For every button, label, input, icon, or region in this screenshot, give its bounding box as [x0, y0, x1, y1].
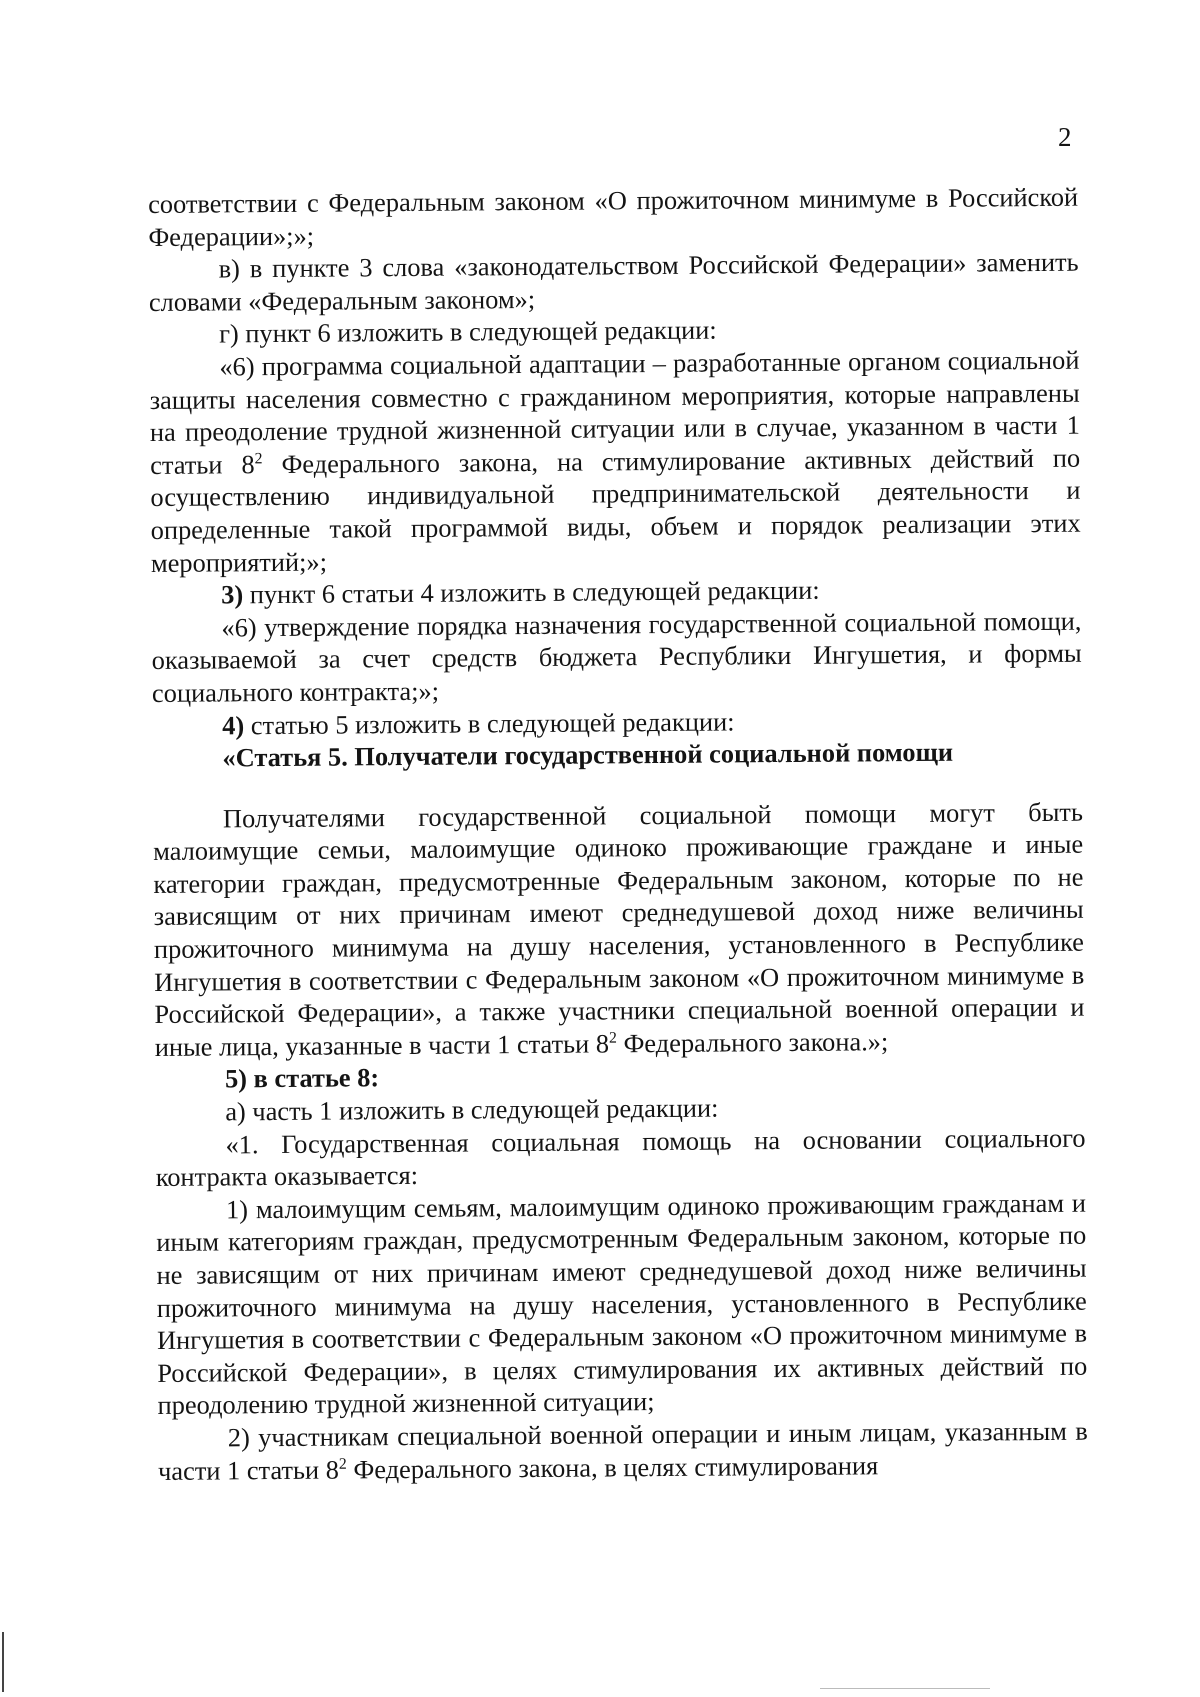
scan-edge-mark — [2, 1632, 4, 1692]
paragraph-text: Федерального закона, в целях стимулирования — [346, 1449, 879, 1485]
document-body — [148, 181, 1088, 1487]
paragraph — [149, 344, 1081, 579]
paragraph — [158, 1415, 1088, 1487]
paragraph-text: статью 5 изложить в следующей редакции: — [244, 705, 735, 740]
paragraph: 1) малоимущим семьям, малоимущим одиноко проживающим гражданам и иным категориям граждан, предусмотренным Федеральным законом, которые по не зависящим от них причинам имеют среднедушевой доход ниже величины прожиточного минимума на душу населения, установленного в Республике Ингушетия в соответствии с Федеральным законом «О прожиточном минимуме в Российской Федерации», в целях стимулирования их активных действий по преодолению трудной жизненной ситуации; — [156, 1187, 1088, 1421]
paragraph-text: Федерального закона.»; — [616, 1026, 889, 1059]
paragraph — [153, 795, 1085, 1063]
paragraph-text: Получателями государственной социальной помощи могут быть малоимущие семьи, малоимущие одиноко проживающие граждане и иные категории граждан, предусмотренные Федеральным законом, которые по не зависящим от них причинам имеют среднедушевой доход ниже величины прожиточного минимума на душу населения, установленного в Республике Ингушетия в соответствии с Федеральным законом «О прожиточном минимуме в Российской Федерации», а также участники специальной военной операции и иные лица, указанные в части 1 статьи 8 — [153, 796, 1085, 1062]
paragraph: в) в пункте 3 слова «законодательством Российской Федерации» заменить словами «Федеральным законом»; — [148, 246, 1079, 317]
paragraph-text: пункт 6 статьи 4 изложить в следующей редакции: — [243, 574, 820, 610]
paragraph: а) часть 1 изложить в следующей редакции: — [225, 1092, 719, 1127]
paragraph: «1. Государственная социальная помощь на основании социального контракта оказывается: — [155, 1122, 1086, 1193]
paragraph: соответствии с Федеральным законом «О прожиточном минимуме в Российской Федерации»;»; — [148, 181, 1079, 252]
paragraph: «6) утверждение порядка назначения государственной социальной помощи, оказываемой за счет средств бюджета Республики Ингушетия, и формы социального контракта;»; — [151, 605, 1082, 708]
page-number: 2 — [1058, 122, 1072, 152]
superscript: 2 — [254, 450, 263, 468]
superscript: 2 — [608, 1029, 617, 1047]
article-heading: «Статья 5. Получатели государственной социальной помощи — [222, 736, 954, 773]
paragraph: г) пункт 6 изложить в следующей редакции: — [219, 314, 717, 349]
section-heading: 5) в статье 8: — [224, 1062, 380, 1094]
superscript: 2 — [338, 1455, 347, 1473]
paragraph-text: 2) участникам специальной военной операции и иным лицам, указанным в части 1 статьи 8 — [157, 1415, 1088, 1486]
paragraph-text: «6) программа социальной адаптации – разработанные органом социальной защиты населения совместно с гражданином мероприятия, которые направлены на преодоление трудной жизненной ситуации или в случае, указанном в части 1 статьи 8 — [149, 344, 1081, 480]
item-number: 3) — [221, 579, 244, 610]
item-number: 4) — [222, 709, 245, 740]
scan-edge-mark — [820, 1688, 990, 1689]
paragraph-text: Федерального закона, на стимулирование активных действий по осуществлению индивидуальной предпринимательской деятельности и определенные такой программой виды, объем и порядок реализации этих мероприятий;»; — [150, 442, 1081, 578]
